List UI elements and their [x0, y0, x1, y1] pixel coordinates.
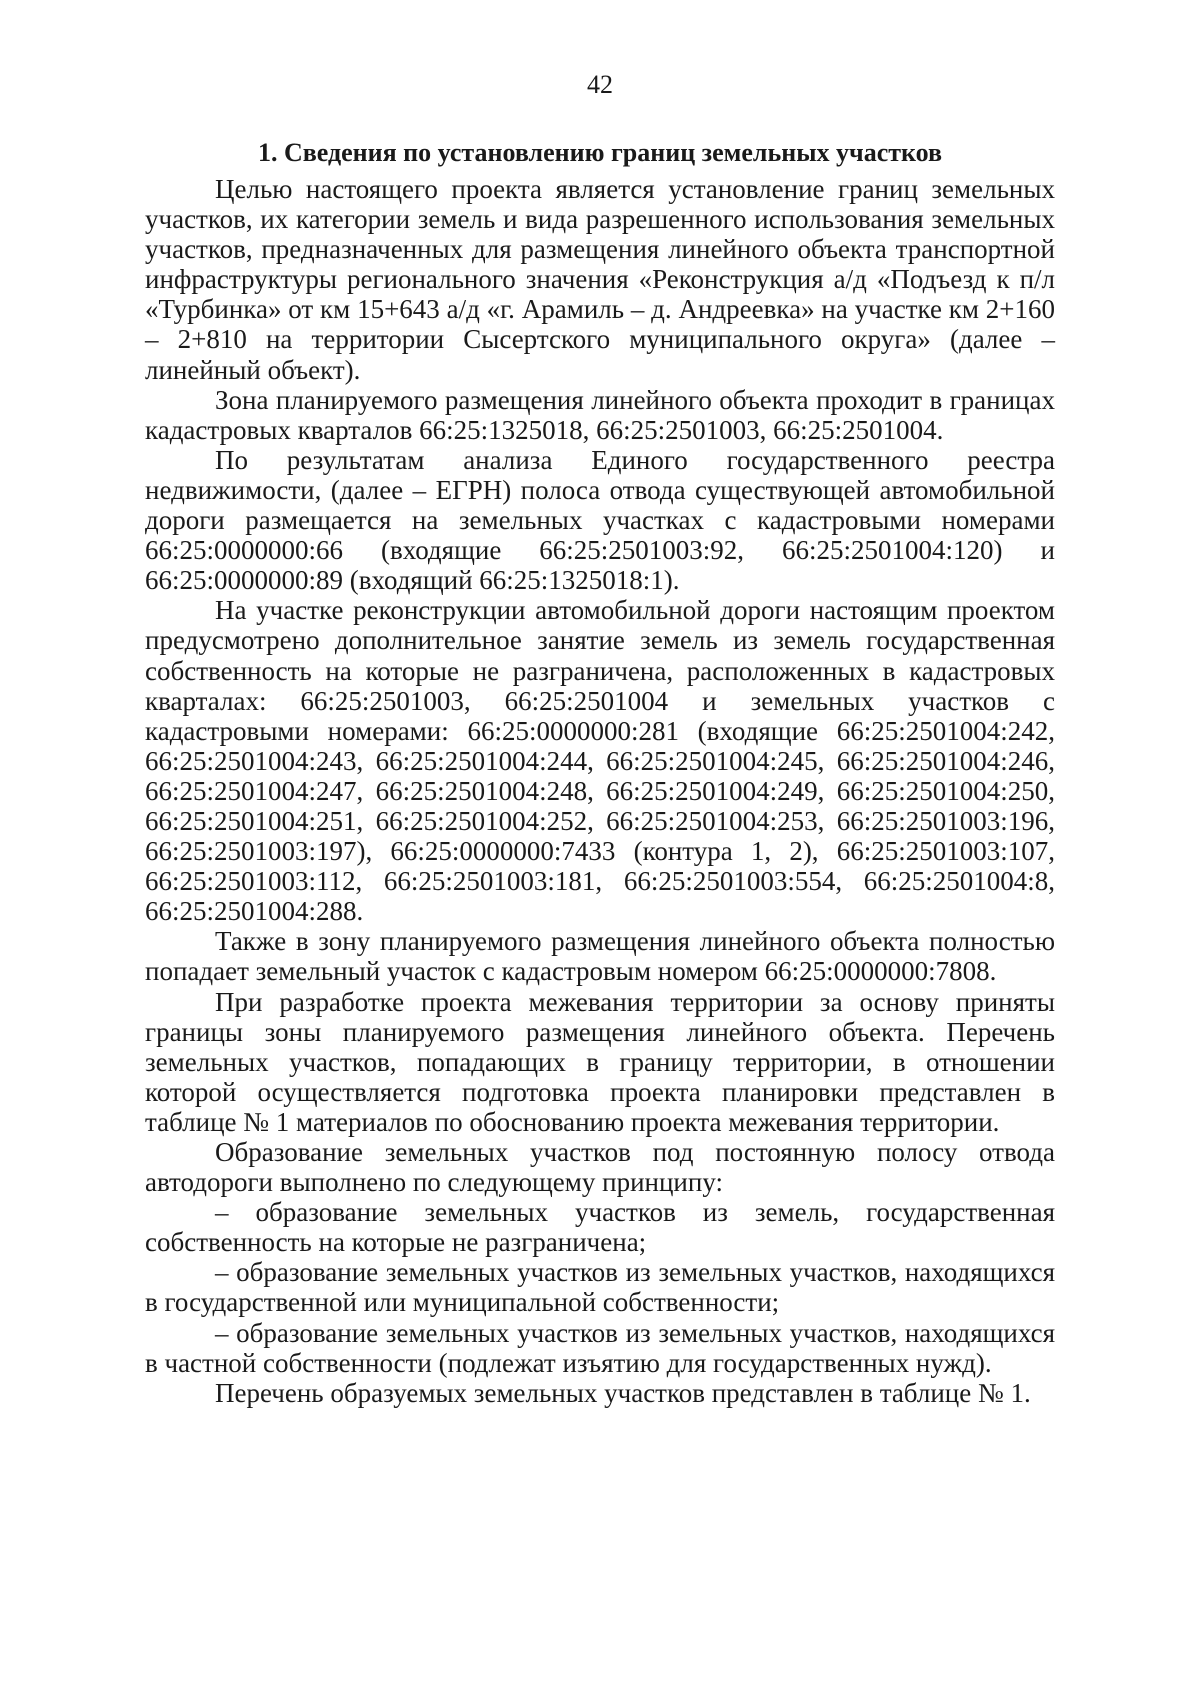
section-title: 1. Сведения по установлению границ земельных участков [257, 138, 943, 167]
list-item: – образование земельных участков из земельных участков, находящихся в государственной или муниципальной собственности; [145, 1257, 1055, 1318]
list-item: – образование земельных участков из земель, государственная собственность на которые не разграничена; [145, 1197, 1055, 1258]
paragraph-table-reference: Перечень образуемых земельных участков представлен в таблице № 1. [215, 1377, 1031, 1408]
paragraph-egrn: По результатам анализа Единого государственного реестра недвижимости, (далее – ЕГРН) полоса отвода существующей автомобильной дороги размещается на земельных участках с кадастровыми номерами 66:25:0000000:66 (входящие 66:25:2501003:92, 66:25:2501004:120) и 66:25:0000000:89 (входящий 66:25:1325018:1). [145, 444, 1055, 596]
paragraph-zone: Зона планируемого размещения линейного объекта проходит в границах кадастровых кварталов 66:25:1325018, 66:25:2501003, 66:25:2501004. [145, 384, 1055, 445]
paragraph-reconstruction: На участке реконструкции автомобильной дороги настоящим проектом предусмотрено дополнительное занятие земель из земель государственная собственность на которые не разграничена, расположенных в кадастровых кварталах: 66:25:2501003, 66:25:2501004 и земельных участков с кадастровыми номерами: 66:25:0000000:281 (входящие 66:25:2501004:242, 66:25:2501004:243, 66:25:2501004:244, 66:25:2501004:245, 66:25:2501004:246, 66:25:2501004:247, 66:25:2501004:248, 66:25:2501004:249, 66:25:2501004:250, 66:25:2501004:251, 66:25:2501004:252, 66:25:2501004:253, 66:25:2501003:196, 66:25:2501003:197), 66:25:0000000:7433 (контура 1, 2), 66:25:2501003:107, 66:25:2501003:112, 66:25:2501003:181, 66:25:2501003:554, 66:25:2501004:8, 66:25:2501004:288. [145, 595, 1055, 927]
page-number: 42 [587, 70, 613, 99]
paragraph-survey: При разработке проекта межевания территории за основу приняты границы зоны планируемого размещения линейного объекта. Перечень земельных участков, попадающих в границу территории, в отношении которой осуществляется подготовка проекта планировки представлен в таблице № 1 материалов по обоснованию проекта межевания территории. [145, 986, 1055, 1137]
list-item: – образование земельных участков из земельных участков, находящихся в частной собственности (подлежат изъятию для государственных нужд). [145, 1317, 1055, 1378]
paragraph-purpose: Целью настоящего проекта является установление границ земельных участков, их категории земель и вида разрешенного использования земельных участков, предназначенных для размещения линейного объекта транспортной инфраструктуры регионального значения «Реконструкция а/д «Подъезд к п/л «Турбинка» от км 15+643 а/д «г. Арамиль – д. Андреевка» на участке км 2+160 – 2+810 на территории Сысертского муниципального округа» (далее – линейный объект). [145, 174, 1055, 385]
paragraph-full-parcel: Также в зону планируемого размещения линейного объекта полностью попадает земельный участок с кадастровым номером 66:25:0000000:7808. [145, 926, 1055, 987]
document-body [145, 174, 1055, 1408]
paragraph-principle: Образование земельных участков под постоянную полосу отвода автодороги выполнено по следующему принципу: [145, 1137, 1055, 1198]
